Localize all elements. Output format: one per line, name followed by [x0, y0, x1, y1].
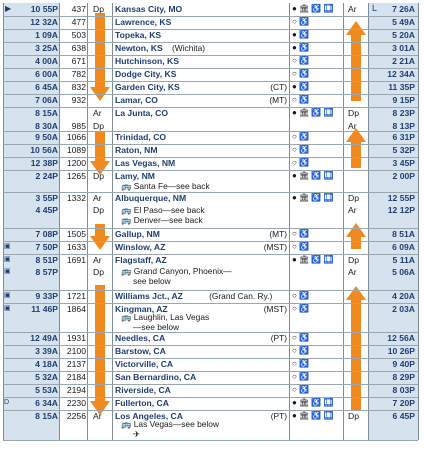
service-icons: ○ ♿ — [292, 242, 310, 251]
time-zone: (PT) — [270, 411, 287, 421]
arrive-depart-left: Ar — [93, 193, 102, 203]
left-time: 5 32A — [35, 372, 58, 382]
arrive-depart-right: Ar — [348, 205, 357, 215]
mileage: 2137 — [66, 359, 86, 369]
station-name: Riverside, CA — [115, 385, 171, 395]
row-divider — [3, 290, 418, 291]
row-divider — [3, 55, 418, 56]
row-divider — [3, 42, 418, 43]
station-name: Dodge City, KS — [115, 69, 177, 79]
arrive-depart-left: Dp — [93, 121, 104, 131]
row-divider — [3, 254, 418, 255]
time-zone: (MST) — [263, 242, 287, 252]
left-time: 9 50A — [35, 132, 58, 142]
left-time: 5 53A — [35, 385, 58, 395]
left-time: 3 39A — [35, 346, 58, 356]
mileage: 503 — [71, 30, 86, 40]
mileage: 782 — [71, 69, 86, 79]
service-icons: ○ ♿ — [292, 69, 310, 78]
arrive-depart-left: Ar — [93, 411, 102, 421]
mileage: 2100 — [66, 346, 86, 356]
station-name: Garden City, KS — [115, 82, 180, 92]
right-time: 6 09A — [392, 242, 415, 252]
right-time: 5 32P — [392, 145, 415, 155]
start-marker-icon: ▶ — [5, 4, 12, 13]
left-time: 3 55P — [35, 193, 58, 203]
service-icons: ● 🏛 ♿ 🛄 — [292, 193, 334, 202]
time-zone: (MT) — [269, 95, 287, 105]
right-time: 8 51A — [392, 229, 415, 239]
down-arrow-1 — [95, 13, 105, 87]
right-time: 6 31P — [392, 132, 415, 142]
right-time: 5 11A — [392, 255, 415, 265]
arrive-depart-left: Dp — [93, 4, 104, 14]
row-divider — [3, 371, 418, 372]
service-icons: ○ ♿ — [292, 304, 310, 313]
row-divider — [3, 29, 418, 30]
row-divider — [3, 94, 418, 95]
right-time: 8 29P — [392, 372, 415, 382]
service-icons: ○ ♿ — [292, 359, 310, 368]
row-divider — [3, 157, 418, 158]
row-box-marker: ▣ — [4, 268, 11, 275]
left-time: 7 50P — [35, 242, 58, 252]
row-divider — [3, 131, 418, 132]
row-divider — [3, 68, 418, 69]
connection-note: ✈ — [133, 429, 141, 439]
mileage: 985 — [71, 121, 86, 131]
arrive-depart-right: Dp — [348, 108, 359, 118]
station-name: Barstow, CA — [115, 346, 166, 356]
left-time: 2 24P — [35, 171, 58, 181]
mileage: 437 — [71, 4, 86, 14]
connection-note: 🚌 El Paso—see back — [121, 205, 205, 215]
service-icons: ● ♿ — [292, 82, 310, 91]
connection-note: 🚌 Laughlin, Las Vegas — [121, 312, 210, 322]
service-icons: ● 🏛 ♿ 🛄 — [292, 255, 334, 264]
mileage: 1633 — [66, 242, 86, 252]
left-time: 11 46P — [31, 304, 58, 314]
station-name: Las Vegas, NM — [115, 158, 176, 168]
row-divider — [3, 81, 418, 82]
station-name: La Junta, CO — [115, 108, 169, 118]
service-icons: ○ ♿ — [292, 95, 310, 104]
right-time: 2 21A — [392, 56, 415, 66]
station-name: Topeka, KS — [115, 30, 162, 40]
row-divider — [3, 345, 418, 346]
right-time: 5 20A — [392, 30, 415, 40]
right-time: 8 03P — [392, 385, 415, 395]
time-zone: (MST) — [263, 304, 287, 314]
time-zone: (PT) — [270, 333, 287, 343]
connection-note: 🚌 Denver—see back — [121, 215, 203, 225]
left-time: 3 25A — [35, 43, 58, 53]
arrive-depart-right: Ar — [348, 121, 357, 131]
right-time: 8 13P — [392, 121, 415, 131]
row-divider — [3, 144, 418, 145]
row-box-marker: ▣ — [4, 292, 11, 299]
left-time: 8 51P — [35, 255, 58, 265]
service-icons: ○ ♿ — [292, 372, 310, 381]
station-name: Los Angeles, CA — [115, 411, 183, 421]
left-time: 4 00A — [35, 56, 58, 66]
station-name: Victorville, CA — [115, 359, 174, 369]
service-icons: ○ ♿ — [292, 56, 310, 65]
left-time: 1 09A — [35, 30, 58, 40]
service-icons: ○ ♿ — [292, 385, 310, 394]
start-marker-right: L — [372, 3, 378, 13]
right-time: 10 26P — [387, 346, 415, 356]
station-name: Raton, NM — [115, 145, 158, 155]
arrive-depart-left: Dp — [93, 267, 104, 277]
right-time: 12 12P — [387, 205, 415, 215]
row-divider — [3, 228, 418, 229]
right-time: 11 35P — [388, 82, 415, 92]
arrive-depart-right: Dp — [348, 193, 359, 203]
mileage: 2256 — [66, 411, 86, 421]
arrive-depart-right: Ar — [348, 267, 357, 277]
mileage: 1066 — [66, 132, 86, 142]
station-name: Gallup, NM — [115, 229, 160, 239]
row-box-marker: ▣ — [4, 305, 11, 312]
left-time: 6 00A — [35, 69, 58, 79]
arrive-depart-right: Ar — [348, 4, 357, 14]
service-icons: ● ♿ — [292, 43, 310, 52]
right-time: 4 20A — [392, 291, 415, 301]
station-extra: (Grand Can. Ry.) — [209, 291, 273, 301]
arrive-depart-left: Ar — [93, 108, 102, 118]
mileage: 1864 — [66, 304, 86, 314]
right-time: 9 40P — [392, 359, 415, 369]
mileage: 2230 — [66, 398, 86, 408]
left-time: 8 57P — [35, 267, 58, 277]
left-time: 10 56A — [30, 145, 58, 155]
station-name: Hutchinson, KS — [115, 56, 179, 66]
mileage: 1332 — [66, 193, 86, 203]
station-name: Needles, CA — [115, 333, 166, 343]
station-name: Newton, KS — [115, 43, 163, 53]
left-time: 7 08P — [35, 229, 58, 239]
service-icons: ● 🏛 ♿ 🛄 — [292, 4, 334, 13]
station-name: Lawrence, KS — [115, 17, 172, 27]
mileage: 2184 — [66, 372, 86, 382]
row-divider — [3, 397, 418, 398]
arrive-depart-left: Dp — [93, 205, 104, 215]
station-name: Williams Jct., AZ — [115, 291, 183, 301]
left-time: 9 33P — [35, 291, 58, 301]
service-icons: ● 🏛 ♿ 🛄 — [292, 171, 334, 180]
service-icons: ○ ♿ — [292, 291, 310, 300]
station-extra: (Wichita) — [172, 43, 206, 53]
row-divider — [3, 16, 418, 17]
station-name: Kansas City, MO — [115, 4, 183, 14]
mileage: 1200 — [66, 158, 86, 168]
left-time: 4 45P — [35, 205, 58, 215]
mileage: 1691 — [66, 255, 86, 265]
service-icons: ○ ♿ — [292, 145, 310, 154]
connection-note: see below — [133, 276, 171, 286]
right-time: 6 45P — [392, 411, 415, 421]
right-time: 12 55P — [387, 193, 415, 203]
left-time: 12 49A — [30, 333, 58, 343]
station-name: Lamy, NM — [115, 171, 155, 181]
service-icons: ○ ♿ — [292, 17, 310, 26]
left-time: 6 34A — [35, 398, 58, 408]
row-divider — [3, 192, 418, 193]
mileage: 1931 — [66, 333, 86, 343]
right-time: 12 34A — [387, 69, 415, 79]
right-time: 3 45P — [392, 158, 415, 168]
right-time: 9 15P — [392, 95, 415, 105]
time-zone: (CT) — [270, 82, 287, 92]
service-icons: ○ ♿ — [292, 132, 310, 141]
station-name: Flagstaff, AZ — [115, 255, 167, 265]
right-time: 2 03A — [392, 304, 415, 314]
up-arrow-1 — [346, 21, 366, 35]
right-time: 2 00P — [392, 171, 415, 181]
row-divider — [3, 410, 418, 411]
mileage: 1505 — [66, 229, 86, 239]
mileage: 1089 — [66, 145, 86, 155]
mileage: 1265 — [66, 171, 86, 181]
station-name: Kingman, AZ — [115, 304, 168, 314]
row-divider — [3, 332, 418, 333]
mileage: 1721 — [66, 291, 86, 301]
row-divider — [3, 170, 418, 171]
station-name: Fullerton, CA — [115, 398, 169, 408]
time-zone: (MT) — [269, 229, 287, 239]
right-time: 7 20P — [392, 398, 415, 408]
left-time: 4 18A — [35, 359, 58, 369]
left-time: 7 06A — [35, 95, 58, 105]
right-time: 5 06A — [392, 267, 415, 277]
right-time: 7 26A — [392, 4, 415, 14]
arrive-depart-left: Dp — [93, 171, 104, 181]
station-name: San Bernardino, CA — [115, 372, 197, 382]
mileage: 832 — [71, 82, 86, 92]
connection-note: 🚌 Grand Canyon, Phoenix— — [121, 266, 232, 276]
connection-note: 🚌 Las Vegas—see below — [121, 419, 219, 429]
right-time: 12 56A — [387, 333, 415, 343]
left-time: 10 55P — [30, 4, 58, 14]
service-icons: ● 🏛 ♿ 🛄 — [292, 108, 334, 117]
station-name: Trinidad, CO — [115, 132, 167, 142]
mileage: 2194 — [66, 385, 86, 395]
left-time: 12 38P — [30, 158, 58, 168]
mileage: 638 — [71, 43, 86, 53]
left-time: 8 30A — [35, 121, 58, 131]
row-divider — [3, 358, 418, 359]
row-divider — [3, 107, 418, 108]
service-icons: ○ ♿ — [292, 346, 310, 355]
right-time: 3 01A — [392, 43, 415, 53]
train-timetable — [3, 3, 419, 447]
station-name: Winslow, AZ — [115, 242, 166, 252]
service-icons: ○ ♿ — [292, 333, 310, 342]
row-divider — [3, 241, 418, 242]
left-time: 8 15A — [35, 411, 58, 421]
arrive-depart-right: Dp — [348, 255, 359, 265]
service-icons: ○ ♿ — [292, 229, 310, 238]
station-name: Albuquerque, NM — [115, 193, 187, 203]
left-time: 8 15A — [35, 108, 58, 118]
row-box-marker: ▣ — [4, 243, 11, 250]
connection-note: —see below — [133, 322, 180, 332]
arrive-depart-right: Dp — [348, 411, 359, 421]
row-divider — [3, 440, 418, 441]
service-icons: ● 🏛 ♿ 🛄 — [292, 411, 334, 420]
mileage: 932 — [71, 95, 86, 105]
row-box-marker: ▣ — [4, 256, 11, 263]
row-divider — [3, 384, 418, 385]
mileage: 671 — [71, 56, 86, 66]
left-time: 12 32A — [30, 17, 58, 27]
arrive-depart-left: Ar — [93, 255, 102, 265]
right-time: 8 23P — [392, 108, 415, 118]
row-divider — [3, 303, 418, 304]
connection-note: 🚌 Santa Fe—see back — [121, 181, 210, 191]
service-icons: ● ♿ — [292, 30, 310, 39]
mileage: 477 — [71, 17, 86, 27]
right-time: 5 49A — [392, 17, 415, 27]
row-box-marker: D — [4, 399, 10, 406]
service-icons: ○ ♿ — [292, 158, 310, 167]
left-time: 6 45A — [35, 82, 58, 92]
station-name: Lamar, CO — [115, 95, 158, 105]
service-icons: ● 🏛 ♿ 🛄 — [292, 398, 334, 407]
